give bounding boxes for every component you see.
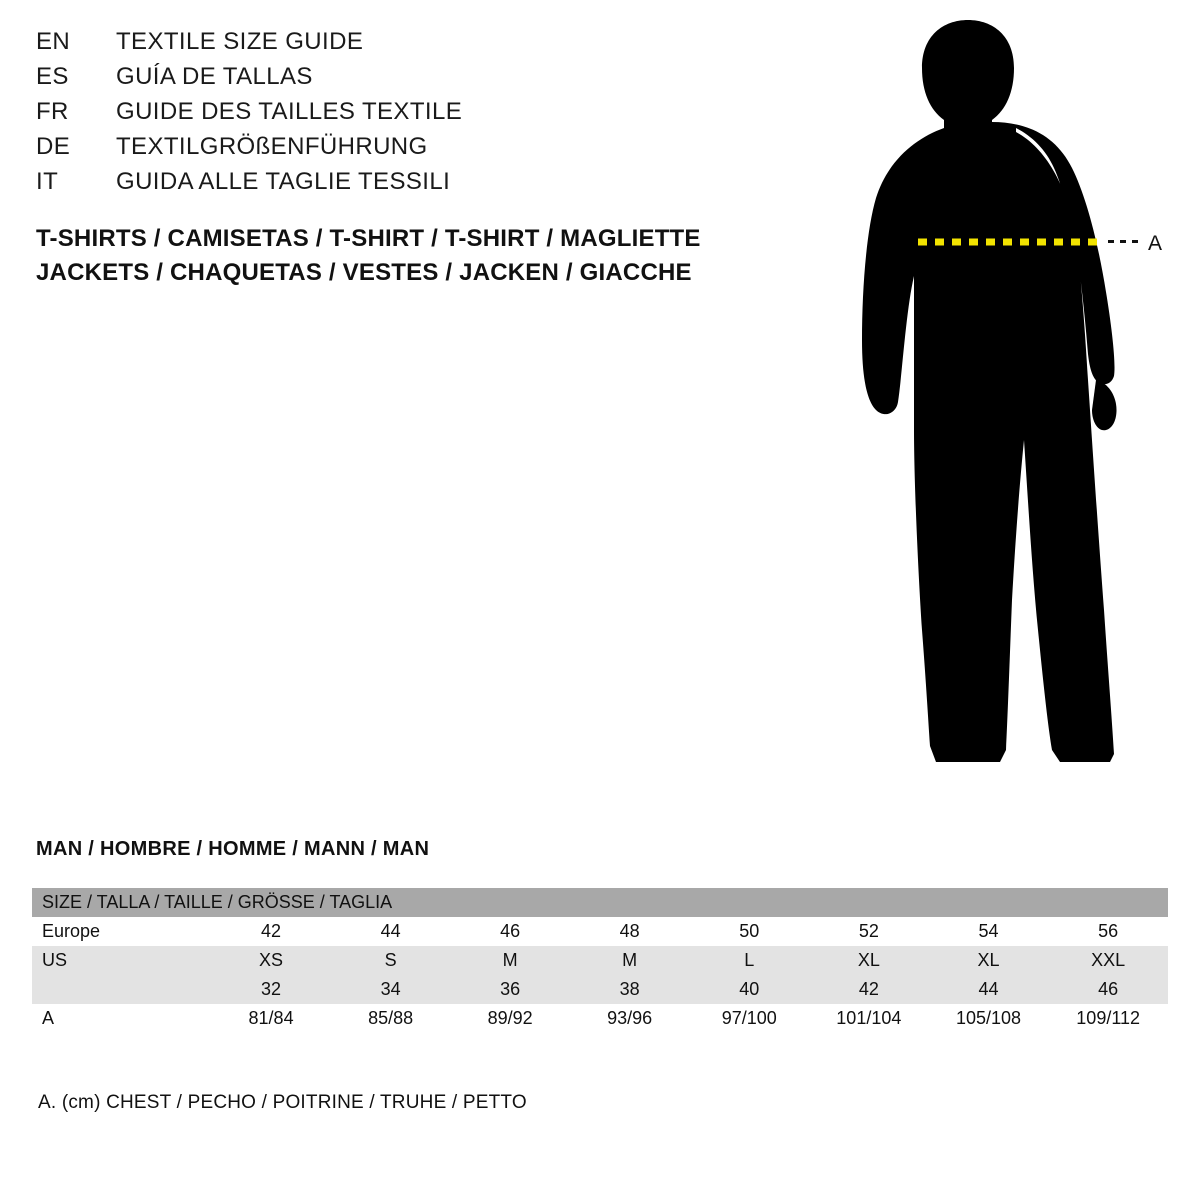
cell-numeric-2: 34 <box>331 975 451 1004</box>
language-title-block <box>36 28 756 203</box>
table-row <box>32 1004 1168 1033</box>
cell-europe-4: 48 <box>570 917 690 946</box>
category-tshirts: T-SHIRTS / CAMISETAS / T-SHIRT / T-SHIRT / MAGLIETTE <box>36 225 701 252</box>
row-label-us: US <box>32 946 211 975</box>
row-label-numeric <box>32 975 211 1004</box>
male-silhouette-icon <box>810 10 1180 800</box>
cell-a-1: 81/84 <box>211 1004 331 1033</box>
cell-us-1: XS <box>211 946 331 975</box>
table-row <box>32 946 1168 975</box>
body-silhouette-figure <box>810 10 1180 800</box>
language-code: IT <box>36 168 59 195</box>
category-jackets: JACKETS / CHAQUETAS / VESTES / JACKEN / GIACCHE <box>36 259 692 286</box>
cell-us-4: M <box>570 946 690 975</box>
language-title: GUÍA DE TALLAS <box>116 63 313 90</box>
language-row <box>36 98 756 133</box>
category-block <box>36 222 796 290</box>
language-row <box>36 168 756 203</box>
cell-us-3: M <box>450 946 570 975</box>
language-title: GUIDE DES TAILLES TEXTILE <box>116 98 463 125</box>
cell-numeric-1: 32 <box>211 975 331 1004</box>
language-row <box>36 63 756 98</box>
cell-europe-1: 42 <box>211 917 331 946</box>
table-group-title: MAN / HOMBRE / HOMME / MANN / MAN <box>36 838 430 860</box>
language-title: GUIDA ALLE TAGLIE TESSILI <box>116 168 451 195</box>
language-code: ES <box>36 63 69 90</box>
cell-us-7: XL <box>929 946 1049 975</box>
cell-numeric-4: 38 <box>570 975 690 1004</box>
row-label-a: A <box>32 1004 211 1033</box>
cell-numeric-8: 46 <box>1048 975 1168 1004</box>
language-code: EN <box>36 28 71 55</box>
cell-numeric-7: 44 <box>929 975 1049 1004</box>
cell-europe-7: 54 <box>929 917 1049 946</box>
language-title: TEXTILGRÖßENFÜHRUNG <box>116 133 428 160</box>
language-row <box>36 28 756 63</box>
cell-europe-8: 56 <box>1048 917 1168 946</box>
table-header-label: SIZE / TALLA / TAILLE / GRÖSSE / TAGLIA <box>32 888 1168 917</box>
cell-us-6: XL <box>809 946 929 975</box>
table-row <box>32 917 1168 946</box>
table-footnote: A. (cm) CHEST / PECHO / POITRINE / TRUHE / PETTO <box>38 1092 527 1113</box>
cell-europe-5: 50 <box>689 917 809 946</box>
size-table <box>32 888 1168 1033</box>
language-title: TEXTILE SIZE GUIDE <box>116 28 364 55</box>
measure-label-a: A <box>1148 232 1163 255</box>
cell-numeric-3: 36 <box>450 975 570 1004</box>
cell-a-8: 109/112 <box>1048 1004 1168 1033</box>
row-label-europe: Europe <box>32 917 211 946</box>
cell-numeric-6: 42 <box>809 975 929 1004</box>
language-code: FR <box>36 98 69 125</box>
language-code: DE <box>36 133 71 160</box>
cell-a-5: 97/100 <box>689 1004 809 1033</box>
table-row <box>32 975 1168 1004</box>
measure-leader-dashes <box>1108 240 1142 243</box>
cell-a-2: 85/88 <box>331 1004 451 1033</box>
cell-europe-3: 46 <box>450 917 570 946</box>
cell-us-5: L <box>689 946 809 975</box>
cell-a-4: 93/96 <box>570 1004 690 1033</box>
cell-a-3: 89/92 <box>450 1004 570 1033</box>
cell-a-6: 101/104 <box>809 1004 929 1033</box>
cell-europe-6: 52 <box>809 917 929 946</box>
cell-us-2: S <box>331 946 451 975</box>
cell-numeric-5: 40 <box>689 975 809 1004</box>
cell-a-7: 105/108 <box>929 1004 1049 1033</box>
language-row <box>36 133 756 168</box>
cell-us-8: XXL <box>1048 946 1168 975</box>
cell-europe-2: 44 <box>331 917 451 946</box>
table-header-row <box>32 888 1168 917</box>
